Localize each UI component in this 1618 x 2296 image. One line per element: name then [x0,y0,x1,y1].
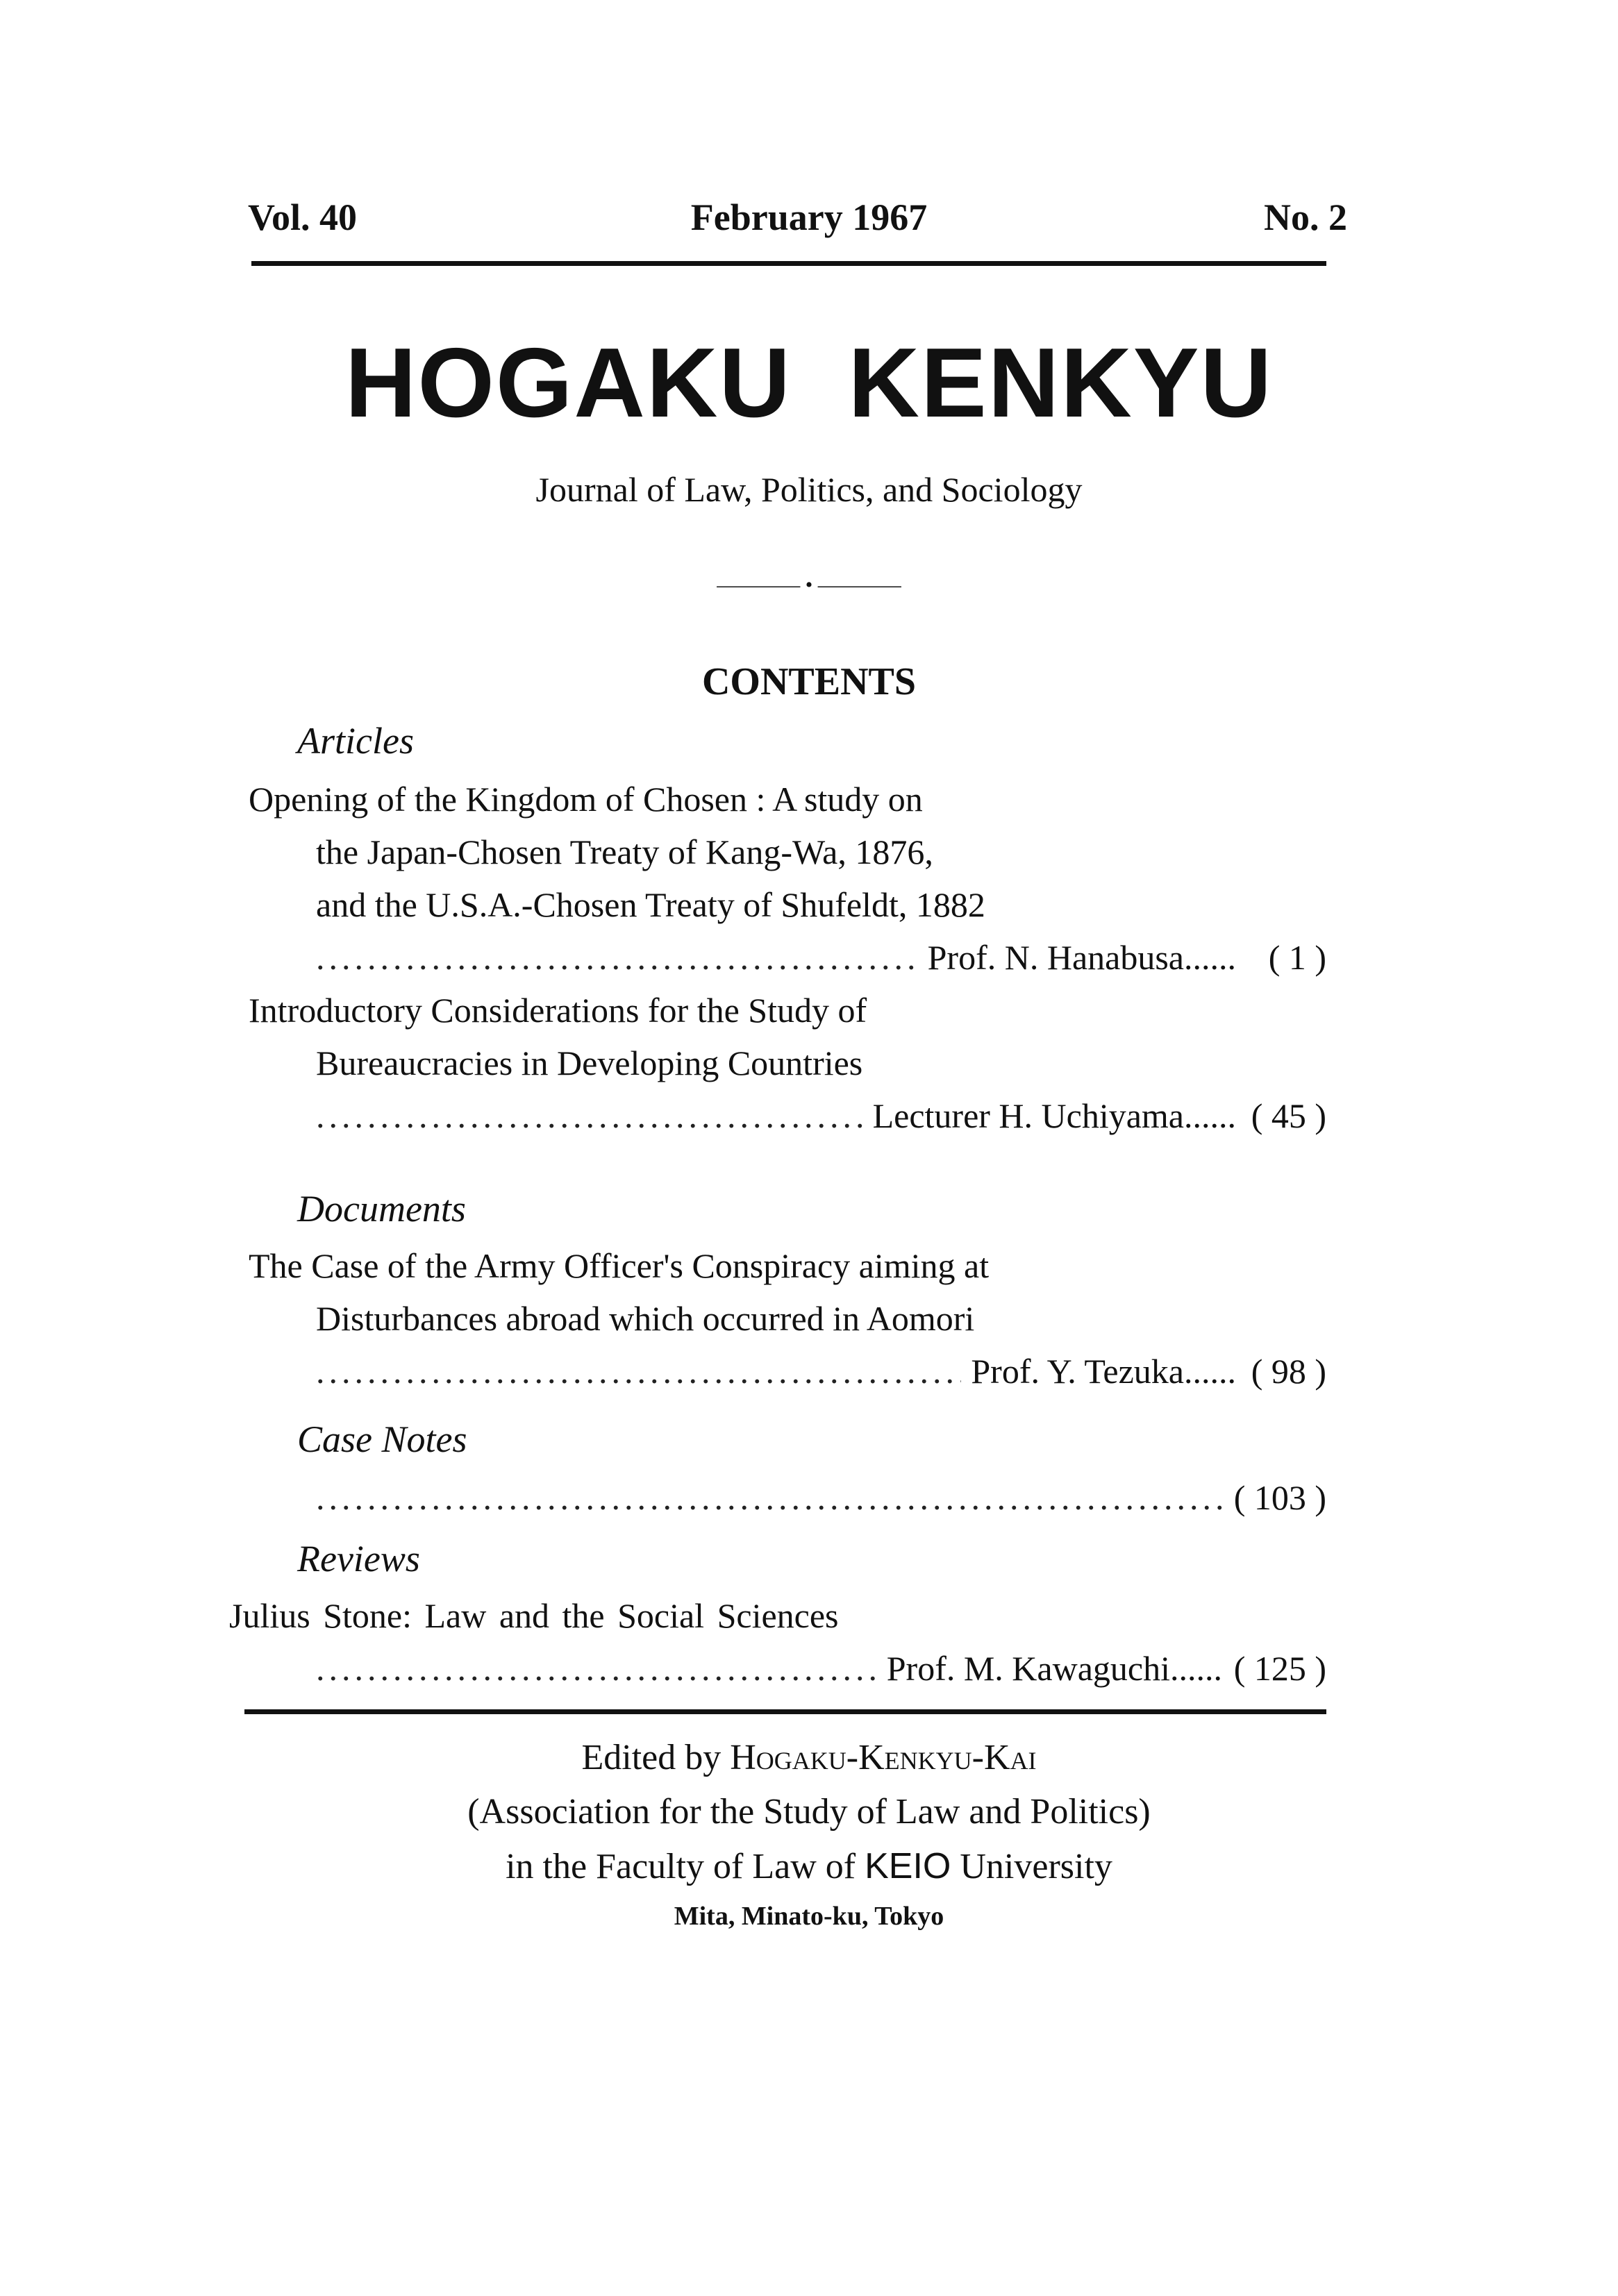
document-1-page: ( 98 ) [1251,1352,1326,1391]
article-2-author: Lecturer H. Uchiyama...... [872,1096,1236,1135]
review-1-author: Prof. M. Kawaguchi...... [886,1649,1222,1688]
review-1-title: Julius Stone: Law and the Social Sciences [229,1596,839,1635]
footer-rule [244,1709,1326,1714]
article-1-author: Prof. N. Hanabusa...... [927,938,1236,977]
edited-by-line [0,1737,1618,1778]
article-2-title-line-2: Bureaucracies in Developing Countries [316,1044,863,1082]
edited-by-prefix: Edited by [581,1738,722,1777]
faculty-prefix: in the Faculty of Law of [506,1847,856,1886]
article-1-title-line-3: and the U.S.A.-Chosen Treaty of Shufeldt, 1882 [316,885,985,924]
faculty-line [0,1845,1618,1887]
contents-heading: CONTENTS [701,660,917,703]
review-1-page: ( 125 ) [1233,1649,1326,1688]
header-rule [251,261,1326,266]
publisher-address: Mita, Minato-ku, Tokyo [674,1902,944,1931]
association-line: (Association for the Study of Law and Politics) [467,1792,1151,1832]
issue-date: February 1967 [690,196,928,238]
ornament-divider: ———— • ———— [717,573,901,596]
document-1-title-line-1: The Case of the Army Officer's Conspiracy aiming at [249,1246,990,1285]
section-articles-label: Articles [297,720,414,762]
case-notes-page: ( 103 ) [1233,1478,1326,1517]
dot-leader [316,1351,961,1391]
document-1-leader-row [316,1351,1326,1391]
university-name: KEIO [865,1846,951,1886]
section-reviews-label: Reviews [297,1538,420,1579]
document-1-title-line-2: Disturbances abroad which occurred in Aomori [316,1299,975,1338]
dot-leader [316,1648,877,1689]
dot-leader [316,1096,863,1136]
section-documents-label: Documents [297,1188,466,1230]
volume-number: Vol. 40 [248,196,358,238]
university-suffix: University [960,1847,1112,1886]
issue-number: No. 2 [1264,196,1347,238]
journal-title: HOGAKU KENKYU [344,328,1274,438]
article-2-leader-row [316,1096,1326,1136]
article-1-title-line-1: Opening of the Kingdom of Chosen : A study on [249,780,923,819]
dot-leader [316,937,918,978]
document-1-author: Prof. Y. Tezuka...... [971,1352,1236,1391]
review-1-leader-row [316,1648,1326,1689]
section-case-notes-label: Case Notes [297,1418,467,1460]
article-2-title-line-1: Introductory Considerations for the Study of [249,991,867,1030]
article-1-page: ( 1 ) [1268,938,1326,977]
journal-subtitle: Journal of Law, Politics, and Sociology [535,470,1083,509]
dot-leader [316,1477,1222,1518]
article-1-title-line-2: the Japan-Chosen Treaty of Kang-Wa, 1876, [316,832,933,871]
article-2-page: ( 45 ) [1251,1096,1326,1135]
article-1-leader-row [316,937,1326,978]
editor-name: Hogaku-Kenkyu-Kai [730,1738,1037,1777]
case-notes-leader-row [316,1477,1326,1518]
